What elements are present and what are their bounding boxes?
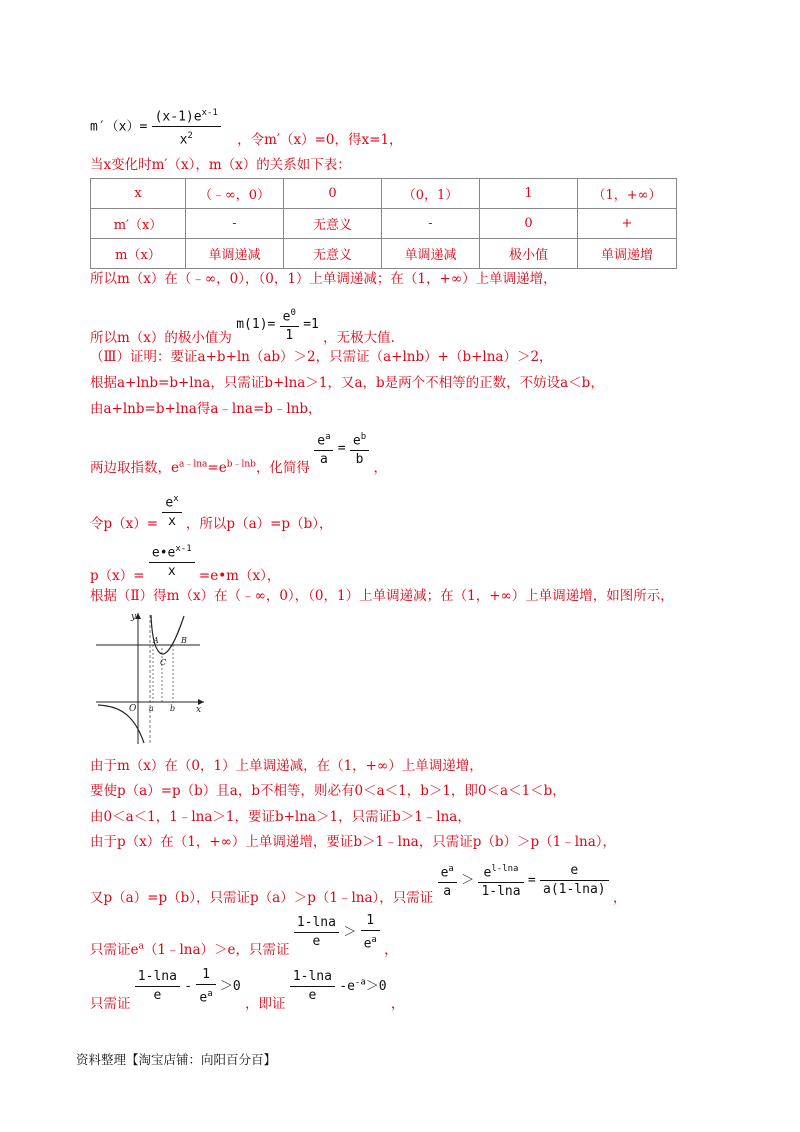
fraction: $\frac{e^a}{a}$	[438, 860, 457, 901]
table-cell: 单调递减	[186, 239, 284, 269]
table-cell: 单调递增	[578, 239, 677, 269]
a-label: a	[149, 704, 154, 713]
table-cell: （0，1）	[382, 179, 480, 209]
min-value-line: 所以m（x）的极小值为 m(1)= $\frac{e^0}{1}$ =1 ，无极大值.	[90, 304, 395, 345]
table-cell: 极小值	[480, 239, 578, 269]
fraction: $\frac{e^a}{a}$	[314, 428, 333, 469]
text-line: 由于p（x）在（1，+∞）上单调递增，要证b＞1﹣lna，只需证p（b）＞p（1﹣lna），	[90, 834, 617, 850]
fraction: $\frac{e^{l-lna}}{1-\ln a}$	[478, 860, 523, 901]
define-p-line: 令p（x）= $\frac{e^x}{x}$ ，所以p（a）=p（b），	[90, 490, 332, 531]
function-graph	[94, 610, 206, 746]
point-a-label: A	[153, 636, 159, 645]
exp-line: 两边取指数，$e^{a﹣lna}=e^{b﹣lnb}$，化简得 $\frac{e^a}{a}$ = $\frac{e^b}{b}$ ，	[90, 428, 387, 469]
variation-table	[90, 178, 677, 269]
table-cell: m′（x）	[91, 209, 186, 239]
table-row	[91, 209, 677, 239]
table-cell: x	[91, 179, 186, 209]
text-line: 要使p（a）=p（b）且a，b不相等，则必有0＜a＜1，b＞1，即0＜a＜1＜b，	[90, 783, 566, 799]
fraction: $\frac{1}{e^a}$	[361, 912, 380, 953]
table-cell: -	[382, 209, 480, 239]
text-line: 根据（Ⅱ）得m（x）在（﹣∞，0），（0，1）上单调递减；在（1，+∞）上单调递增，如图所示，	[90, 588, 674, 604]
text-line: 所以m（x）在（﹣∞，0），（0，1）上单调递减；在（1，+∞）上单调递增，	[90, 271, 557, 287]
fraction: $\frac{1-\ln a}{e}$	[290, 968, 335, 1005]
table-cell: 单调递减	[382, 239, 480, 269]
text-line: 根据a+lnb=b+lna，只需证b+lna＞1，又a，b是两个不相等的正数，不妨设a＜b，	[90, 375, 604, 391]
compare-line: 又p（a）=p（b），只需证p（a）＞p（1﹣lna），只需证 $\frac{e^a}{a}$ ＞ $\frac{e^{l-lna}}{1-\ln a}$ = $\frac{e}{a(1-\ln a)}$ ，	[90, 860, 626, 901]
text-line: （Ⅲ）证明：要证a+b+ln（ab）＞2，只需证（a+lnb）+（b+lna）＞2，	[90, 349, 553, 365]
curve-right	[151, 615, 184, 654]
fraction: $\frac{e}{a(1-\ln a)}$	[540, 862, 609, 899]
table-cell: 0	[284, 179, 382, 209]
origin-label: O	[129, 704, 137, 714]
table-cell: m（x）	[91, 239, 186, 269]
fraction: $\frac{1-\ln a}{e}$	[294, 914, 339, 951]
fraction: $\frac{e^x}{x}$	[162, 490, 181, 531]
derivative-lhs: m′（x）=	[90, 119, 148, 135]
b-label: b	[170, 704, 176, 713]
point-c-label: C	[160, 658, 167, 667]
footer-source: 资料整理【淘宝店铺：向阳百分百】	[76, 1052, 277, 1067]
table-row	[91, 179, 677, 209]
derivative-tail: ，令m′（x）=0，得x=1，	[237, 132, 403, 149]
table-row	[91, 239, 677, 269]
fraction: $\frac{e^0}{1}$	[280, 304, 299, 345]
fraction: $\frac{e•e^{x-1}}{x}$	[149, 540, 195, 581]
text-line: 由于m（x）在（0，1）上单调递减，在（1，+∞）上单调递增，	[90, 758, 483, 774]
point-b-label: B	[181, 636, 187, 645]
derivative-line	[90, 104, 403, 150]
table-cell: （﹣∞，0）	[186, 179, 284, 209]
need-line: 只需证$e^a(1﹣\ln a)>e$，只需证 $\frac{1-\ln a}{e}$ ＞ $\frac{1}{e^a}$ ，	[90, 913, 398, 959]
derivative-fraction: $\frac{(x-1)e^{x-1}}{x^2}$	[152, 104, 221, 150]
table-cell: 1	[480, 179, 578, 209]
fraction: $\frac{1}{e^a}$	[196, 966, 215, 1007]
table-cell: +	[578, 209, 677, 239]
table-cell: （1，+∞）	[578, 179, 677, 209]
x-label: x	[196, 705, 202, 715]
fraction: $\frac{1-\ln a}{e}$	[135, 968, 180, 1005]
text-line: 由a+lnb=b+lna得a﹣lna=b﹣lnb，	[90, 401, 322, 417]
table-cell: 无意义	[284, 239, 382, 269]
table-intro: 当x变化时m′（x），m（x）的关系如下表：	[90, 157, 351, 173]
table-cell: 无意义	[284, 209, 382, 239]
y-label: y	[131, 612, 137, 622]
curve-left	[98, 705, 144, 743]
fraction: $\frac{e^b}{b}$	[350, 428, 369, 469]
p-expr-line: p（x）= $\frac{e•e^{x-1}}{x}$ =e•m（x），	[90, 540, 280, 581]
table-cell: 0	[480, 209, 578, 239]
table-cell: -	[186, 209, 284, 239]
text-line: 由0＜a＜1，1﹣lna＞1，要证b+lna＞1，只需证b＞1﹣lna，	[90, 809, 471, 825]
final-line: 只需证 $\frac{1-\ln a}{e}$ - $\frac{1}{e^a}$ ＞0 ，即证 $\frac{1-\ln a}{e}$ $-e^{-a}>0$ ，	[90, 967, 405, 1013]
